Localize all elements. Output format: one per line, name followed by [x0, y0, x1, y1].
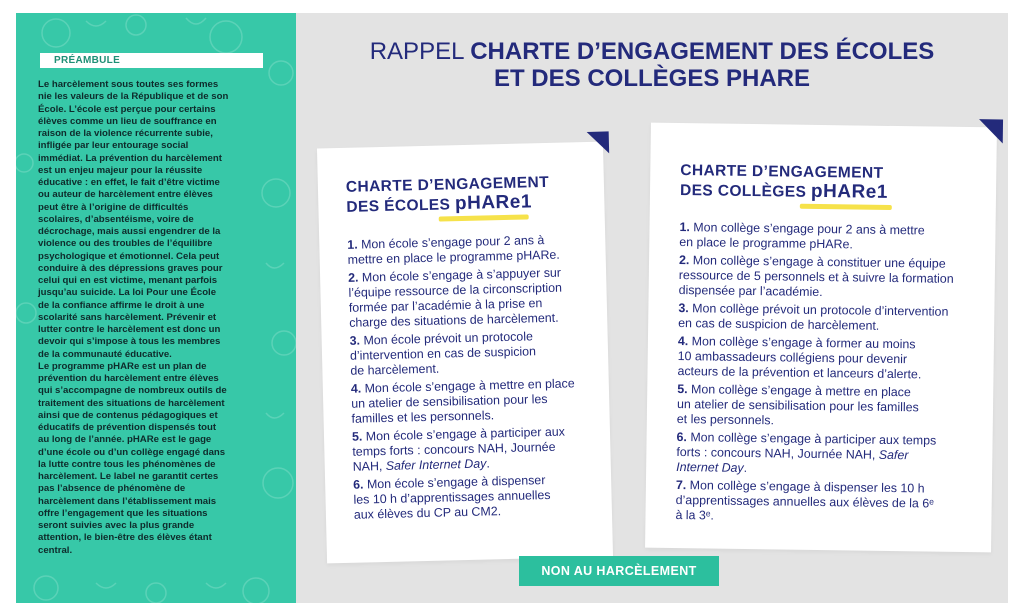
list-item: 4. Mon collège s’engage à former au moins 10 ambassadeurs collégiens pour devenir acteurs de la prévention et lanceurs d’alerte.: [677, 334, 922, 382]
list-item: 2. Mon collège s’engage à constituer une équipe ressource de 5 personnels et à suivre la formation dispensée par l’académie.: [678, 253, 954, 300]
brand-logo: pHARe1: [810, 180, 889, 203]
title-prefix: RAPPEL: [369, 38, 464, 65]
corner-fold: [587, 131, 610, 154]
title-line1: CHARTE D’ENGAGEMENT DES ÉCOLES: [470, 38, 935, 65]
list-item: 2. Mon école s’engage à s’appuyer sur l’équipe ressource de la circonscription formée par l’académie à la prise en charge des situations de harcèlement.: [347, 265, 563, 330]
list-item: 5. Mon école s’engage à participer aux temps forts : concours NAH, Journée NAH, Safer Internet Day.: [351, 424, 565, 474]
page-title: [296, 38, 1008, 92]
list-item: 6. Mon école s’engage à dispenser les 10 h d’apprentissages annuelles aux élèves du CP au CM2.: [353, 473, 551, 522]
charter-card-colleges: [645, 123, 997, 553]
list-item: 6. Mon collège s’engage à participer aux temps forts : concours NAH, Journée NAH, Safer Internet Day.: [676, 429, 937, 475]
list-item: 3. Mon école prévoit un protocole d’intervention en cas de suspicion de harcèlement.: [349, 329, 537, 378]
brand-underline: [439, 214, 529, 221]
preamble-text: Le harcèlement sous toutes ses formes nie les valeurs de la République et de son École. L’école est perçue pour certains élèves comme un lieu de souffrance en raison de la violence récurrente subie, infligée par leur entourage social immédiat. La prévention du harcèlement est un enjeu majeur pour la réussite éducative : en effet, le fait d’être victime ou auteur de harcèlement entre élèves peut être à l’origine de difficultés scolaires, d’absentéisme, voire de décrochage, mais aussi engendrer de la violence ou des troubles de l’équilibre psychologique et émotionnel. Cela peut conduire à des dépressions graves pour celui qui en est victime, menant parfois jusqu’au suicide. La loi Pour une École de la confiance affirme le droit à une scolarité sans harcèlement. Prévenir et lutter contre le harcèlement est donc un devoir qui s’impose à tous les membres de la communauté éducative. Le programme pHARe est un plan de prévention du harcèlement entre élèves qui s’accompagne de nombreux outils de traitement des situations de harcèlement ainsi que de contenus pédagogiques et éducatifs de prévention dispensés tout au long de l’année. pHARe est le gage d’une école ou d’un collège engagé dans la lutte contre tous les phénomènes de harcèlement. Le label ne garantit certes pas l’absence de phénomène de harcèlement dans l’établissement mais offre l’engagement que les situations seront suivies avec la plus grande attention, le bien-être des élèves étant central.: [38, 79, 229, 556]
card-title-line2: DES ÉCOLES: [346, 196, 451, 216]
list-item: 1. Mon école s’engage pour 2 ans à mettre en place le programme pHARe.: [347, 233, 560, 267]
preamble-panel: [16, 13, 296, 603]
list-item: 7. Mon collège s’engage à dispenser les 10 h d’apprentissages annuelles aux élèves de la 6ᵉ à la 3ᵉ.: [675, 477, 934, 523]
preamble-tag: PRÉAMBULE: [40, 53, 263, 68]
corner-fold: [979, 119, 1003, 143]
colleges-item-list: [675, 220, 979, 530]
card-title-colleges: [680, 161, 888, 203]
list-item: 1. Mon collège s’engage pour 2 ans à mettre en place le programme pHARe.: [679, 220, 925, 252]
brand-logo: pHARe1: [454, 191, 533, 215]
list-item: 3. Mon collège prévoit un protocole d’intervention en cas de suspicion de harcèlement.: [678, 301, 949, 333]
brand-underline: [800, 204, 892, 210]
title-line2: ET DES COLLÈGES PHARE: [493, 65, 811, 92]
ecoles-item-list: [347, 232, 604, 526]
card-title-line1: CHARTE D’ENGAGEMENT: [345, 173, 550, 196]
non-au-harcelement-button[interactable]: NON AU HARCÈLEMENT: [519, 556, 719, 586]
list-item: 5. Mon collège s’engage à mettre en place un atelier de sensibilisation pour les familles et les personnels.: [676, 381, 919, 428]
card-title-ecoles: [346, 173, 550, 217]
card-title-line1: CHARTE D’ENGAGEMENT: [680, 162, 884, 182]
list-item: 4. Mon école s’engage à mettre en place un atelier de sensibilisation pour les familles et les personnels.: [350, 376, 575, 426]
card-title-line2: DES COLLÈGES: [679, 182, 807, 201]
charter-card-ecoles: [317, 142, 613, 564]
